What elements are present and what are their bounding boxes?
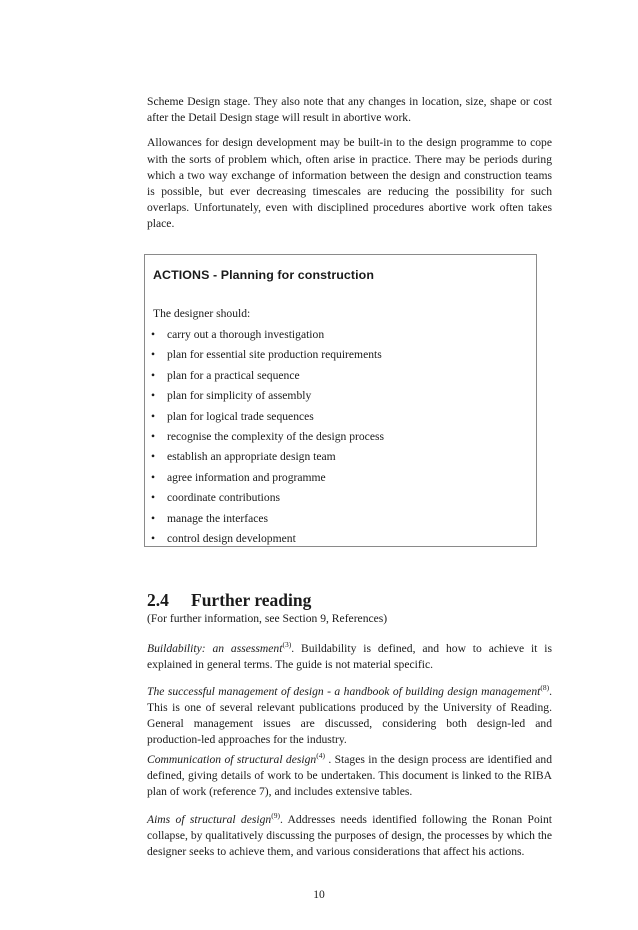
list-item-text: plan for logical trade sequences	[167, 409, 314, 423]
list-item	[151, 386, 384, 406]
list-item-text: plan for simplicity of assembly	[167, 389, 312, 403]
list-item-text: recognise the complexity of the design process	[167, 429, 384, 443]
list-item	[151, 427, 384, 447]
reference-description: . This is one of several relevant publications produced by the University of Reading. General management issues are discussed, considering both design-led and production-led approaches for the industry.	[147, 684, 552, 747]
bullet-icon: •	[151, 328, 156, 341]
reference-entry	[147, 680, 552, 749]
reference-title: Buildability: an assessment	[147, 641, 283, 655]
intro-text	[147, 94, 552, 233]
actions-box	[144, 254, 537, 547]
bullet-icon: •	[151, 348, 156, 362]
intro-paragraph-2: Allowances for design development may be built-in to the design programme to cope with the sorts of problem which, often arise in practice. There may be periods during which a two way exchange of information between the design and construction teams is possible, but ever decreasing timescales are reducing the possibility for such overlaps. Unfortunately, even with disciplined procedures abortive work often takes place.	[147, 136, 552, 231]
reference-paragraph	[147, 637, 552, 673]
reference-paragraph	[147, 748, 552, 800]
list-item-text: control design development	[167, 531, 296, 545]
bullet-icon: •	[151, 531, 156, 545]
list-item-text: manage the interfaces	[167, 511, 269, 525]
actions-title: ACTIONS - Planning for construction	[153, 268, 375, 282]
list-item-text: carry out a thorough investigation	[167, 328, 325, 341]
reference-entry	[147, 748, 552, 800]
list-item	[151, 345, 384, 365]
bullet-icon: •	[151, 511, 156, 525]
reference-paragraph	[147, 680, 552, 749]
list-item-text: plan for a practical sequence	[167, 368, 300, 382]
reference-number: (8)	[540, 683, 550, 692]
bullet-icon: •	[151, 491, 156, 505]
reference-number: (3)	[282, 640, 292, 649]
bullet-icon: •	[151, 389, 156, 403]
page-number: 10	[313, 888, 325, 901]
bullet-icon: •	[151, 450, 156, 464]
list-item-text: establish an appropriate design team	[167, 450, 336, 464]
actions-list	[151, 325, 384, 549]
reference-title: Aims of structural design	[147, 812, 272, 826]
bullet-icon: •	[151, 409, 156, 423]
list-item	[151, 488, 384, 508]
section-heading	[147, 590, 311, 611]
list-item	[151, 325, 384, 345]
actions-lead: The designer should:	[153, 307, 251, 320]
section-note: (For further information, see Section 9, References)	[147, 612, 388, 625]
list-item	[151, 407, 384, 427]
list-item-text: plan for essential site production requirements	[167, 348, 382, 362]
bullet-icon: •	[151, 470, 156, 484]
bullet-icon: •	[151, 368, 156, 382]
list-item	[151, 529, 384, 549]
bullet-icon: •	[151, 429, 156, 443]
reference-description: . Buildability is defined, and how to achieve it is explained in general terms. The guide is not material specific.	[147, 641, 552, 672]
reference-description: . Addresses needs identified following the Ronan Point collapse, by qualitatively discussing the purposes of design, the processes by which the designer seeks to achieve them, and various considerations that affect his actions.	[147, 812, 553, 859]
reference-number: (4)	[316, 751, 325, 760]
list-item-text: agree information and programme	[167, 470, 326, 484]
list-item	[151, 509, 384, 529]
list-item	[151, 468, 384, 488]
reference-description: . Stages in the design process are identified and defined, giving details of work to be undertaken. This document is linked to the RIBA plan of work (reference 7), and includes extensive tables.	[147, 752, 552, 799]
intro-paragraph-1: Scheme Design stage. They also note that any changes in location, size, shape or cost after the Detail Design stage will result in abortive work.	[147, 95, 552, 125]
reference-title: The successful management of design - a handbook of building design management	[147, 684, 541, 698]
reference-entry	[147, 808, 552, 860]
reference-paragraph	[147, 808, 552, 860]
reference-entry	[147, 637, 552, 673]
section-title: Further reading	[191, 590, 312, 610]
reference-title: Communication of structural design	[147, 752, 317, 766]
list-item-text: coordinate contributions	[167, 491, 281, 505]
list-item	[151, 366, 384, 386]
section-number: 2.4	[147, 590, 169, 610]
reference-number: (9)	[271, 811, 280, 820]
list-item	[151, 447, 384, 467]
